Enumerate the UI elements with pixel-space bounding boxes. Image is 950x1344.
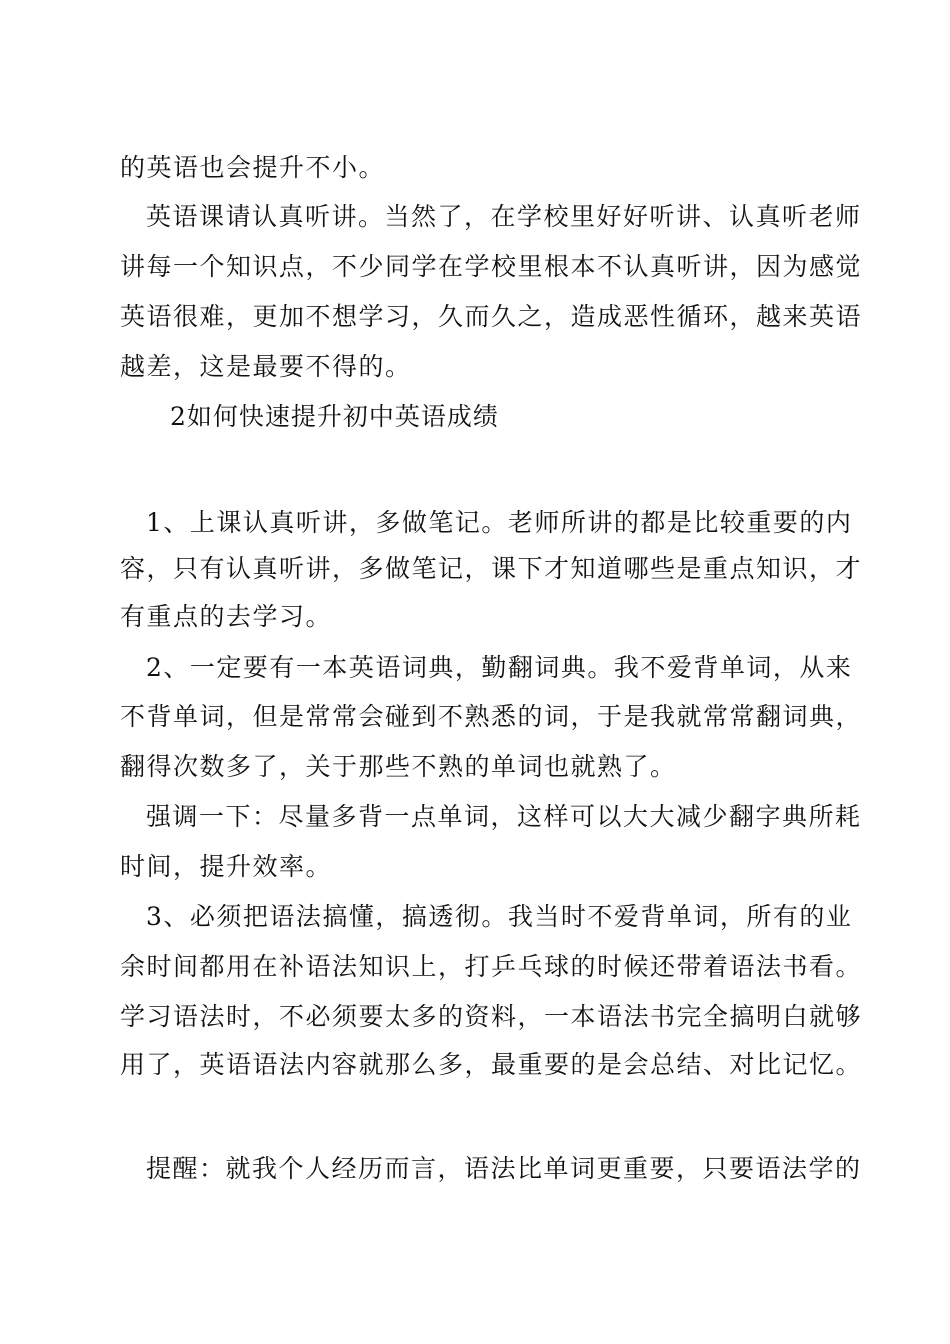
text-line: 1、上课认真听讲，多做笔记。老师所讲的都是比较重要的内 [146, 508, 853, 537]
text-line: 有重点的去学习。 [120, 602, 333, 631]
text-line: 用了，英语语法内容就那么多，最重要的是会总结、对比记忆。 [120, 1050, 863, 1079]
text-line: 学习语法时，不必须要太多的资料，一本语法书完全搞明白就够 [120, 1002, 863, 1031]
text-line: 越差，这是最要不得的。 [120, 352, 412, 381]
text-line: 强调一下：尽量多背一点单词，这样可以大大减少翻字典所耗 [146, 802, 862, 831]
text-line: 3、必须把语法搞懂，搞透彻。我当时不爱背单词，所有的业 [146, 902, 853, 931]
text-line: 余时间都用在补语法知识上，打乒乓球的时候还带着语法书看。 [120, 952, 863, 981]
text-line: 的英语也会提升不小。 [120, 153, 386, 182]
text-line: 2、一定要有一本英语词典，勤翻词典。我不爱背单词，从来 [146, 653, 853, 682]
text-line: 英语课请认真听讲。当然了，在学校里好好听讲、认真听老师 [146, 202, 862, 231]
text-line: 英语很难，更加不想学习，久而久之，造成恶性循环，越来英语 [120, 302, 863, 331]
text-line: 翻得次数多了，关于那些不熟的单词也就熟了。 [120, 752, 677, 781]
text-line: 讲每一个知识点，不少同学在学校里根本不认真听讲，因为感觉 [120, 252, 863, 281]
text-line: 提醒：就我个人经历而言，语法比单词更重要，只要语法学的 [146, 1154, 862, 1183]
text-line: 时间，提升效率。 [120, 852, 333, 881]
section-heading: 2如何快速提升初中英语成绩 [170, 402, 499, 431]
text-line: 容，只有认真听讲，多做笔记，课下才知道哪些是重点知识，才 [120, 554, 863, 583]
text-line: 不背单词，但是常常会碰到不熟悉的词，于是我就常常翻词典， [120, 702, 863, 731]
